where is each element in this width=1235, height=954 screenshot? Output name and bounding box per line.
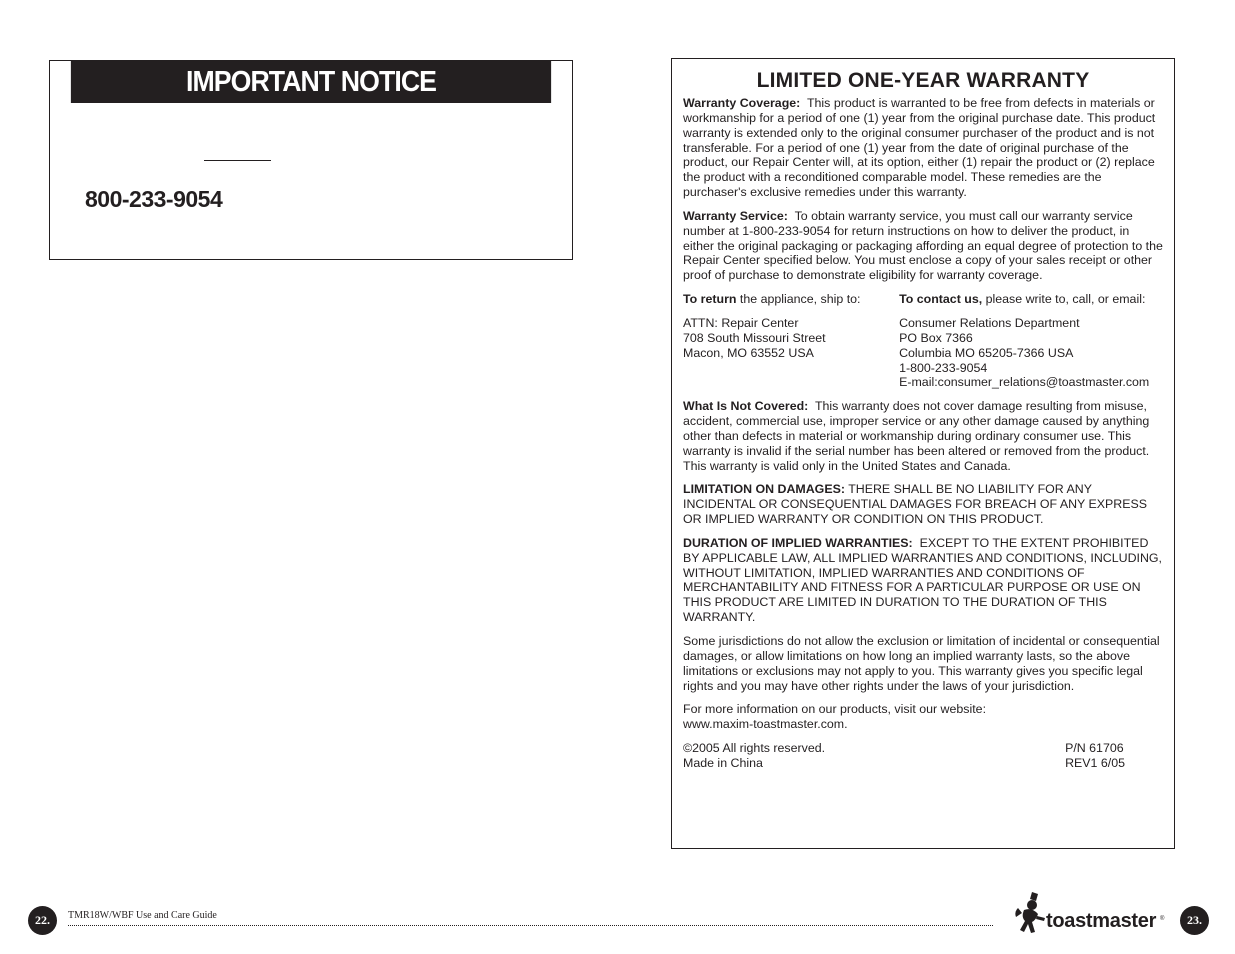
warranty-box [671,58,1175,849]
part-number-block [1065,741,1125,771]
not-covered-text: This warranty does not cover damage resulting from misuse, accident, commercial use, improper service or any other damage caused by anything other than defects in material or workmanship during ordinary consumer use. This warranty is invalid if the serial number has been altered or removed from the product. This warranty is valid only in the United States and Canada. [683,399,1150,473]
notice-title: IMPORTANT NOTICE [71,61,551,103]
contact-address [899,316,1163,390]
revision: REV1 6/05 [1065,755,1125,770]
more-info-line1: For more information on our products, visit our website: [683,702,987,717]
return-address-line: ATTN: Repair Center [683,315,799,330]
service-text: To obtain warranty service, you must call our warranty service number at 1-800-233-9054 for return instructions on how to deliver the product, in either the original packaging or packaging affording an equal degree of protection to the Repair Center specified below. You must enclose a copy of your sales receipt or other proof of purchase to demonstrate eligibility for warranty coverage. [683,208,1163,283]
contact-address-line: PO Box 7366 [899,330,973,345]
limitation-label: LIMITATION ON DAMAGES: [683,482,845,497]
return-address [683,316,899,390]
return-address-line: Macon, MO 63552 USA [683,345,814,360]
not-covered-label: What Is Not Covered: [683,399,809,414]
registered-mark: ® [1160,916,1165,922]
not-covered-paragraph [683,399,1163,473]
website-link[interactable]: www.maxim-toastmaster.com. [683,717,848,732]
page-number-right: 23. [1180,906,1209,935]
contact-address-line: Consumer Relations Department [899,315,1080,330]
copyright: ©2005 All rights reserved. [683,741,826,756]
chef-mascot-icon [1010,890,1046,940]
contact-address-line: Columbia MO 65205-7366 USA [899,345,1074,360]
limitation-text: THERE SHALL BE NO LIABILITY FOR ANY INCIDENTAL OR CONSEQUENTIAL DAMAGES FOR BREACH OF ANY EXPRESS OR IMPLIED WARRANTY OR CONDITION ON THIS PRODUCT. [683,482,1148,527]
important-notice-box [49,60,573,260]
part-number: P/N 61706 [1065,741,1124,756]
notice-phone: 800-233-9054 [85,186,223,212]
warranty-title: LIMITED ONE-YEAR WARRANTY [756,69,1090,92]
return-heading [683,292,899,307]
copyright-row [683,741,1125,771]
jurisdictions-paragraph: Some jurisdictions do not allow the exclusion or limitation of incidental or consequential damages, or allow limitations on how long an implied warranty lasts, so the above limitations or exclusions may not apply to you. This warranty gives you specific legal rights and you may have other rights under the laws of your jurisdiction. [683,634,1160,693]
warranty-body [683,96,1163,771]
guide-title: TMR18W/WBF Use and Care Guide [68,910,217,921]
more-info-paragraph [683,702,1163,732]
address-row [683,316,1163,390]
return-address-line: 708 South Missouri Street [683,330,826,345]
logo-wordmark: toastmaster [1046,910,1157,932]
notice-underline [204,160,271,161]
service-paragraph [683,209,1163,283]
coverage-paragraph [683,96,1163,200]
duration-label: DURATION OF IMPLIED WARRANTIES: [683,535,913,550]
return-text: the appliance, ship to: [739,292,861,307]
page-number-left: 22. [28,906,57,935]
service-label: Warranty Service: [683,208,788,223]
toastmaster-logo [1010,890,1170,940]
contact-text: please write to, call, or email: [985,292,1146,307]
made-in: Made in China [683,755,763,770]
copyright-block [683,741,825,771]
return-label: To return [683,292,737,307]
contact-heading [899,292,1163,307]
coverage-text: This product is warranted to be free from defects in materials or workmanship for a period of one (1) year from the original purchase date. This product warranty is extended only to the original consumer purchaser of the product and is not transferable. For a period of one (1) year from the date of original purchase of the product, our Repair Center will, at its option, either (1) repair the product or (2) replace the product with a reconditioned comparable model. These remedies are the purchaser's exclusive remedies under this warranty. [683,96,1156,200]
contact-phone: 1-800-233-9054 [899,360,988,375]
ship-contact-heading-row [683,292,1163,307]
coverage-label: Warranty Coverage: [683,96,801,110]
limitation-paragraph [683,482,1163,527]
contact-label: To contact us, [899,292,983,307]
contact-email: E-mail:consumer_relations@toastmaster.com [899,375,1150,390]
duration-text: EXCEPT TO THE EXTENT PROHIBITED BY APPLICABLE LAW, ALL IMPLIED WARRANTIES AND CONDITIONS, INCLUDING, WITHOUT LIMITATION, IMPLIED WARRANTIES AND CONDITIONS OF MERCHANTABILITY AND FITNESS FOR A PARTICULAR PURPOSE OR USE ON THIS PRODUCT ARE LIMITED IN DURATION TO THE DURATION OF THIS WARRANTY. [683,535,1162,625]
duration-paragraph [683,536,1163,625]
dotted-rule [68,925,993,926]
